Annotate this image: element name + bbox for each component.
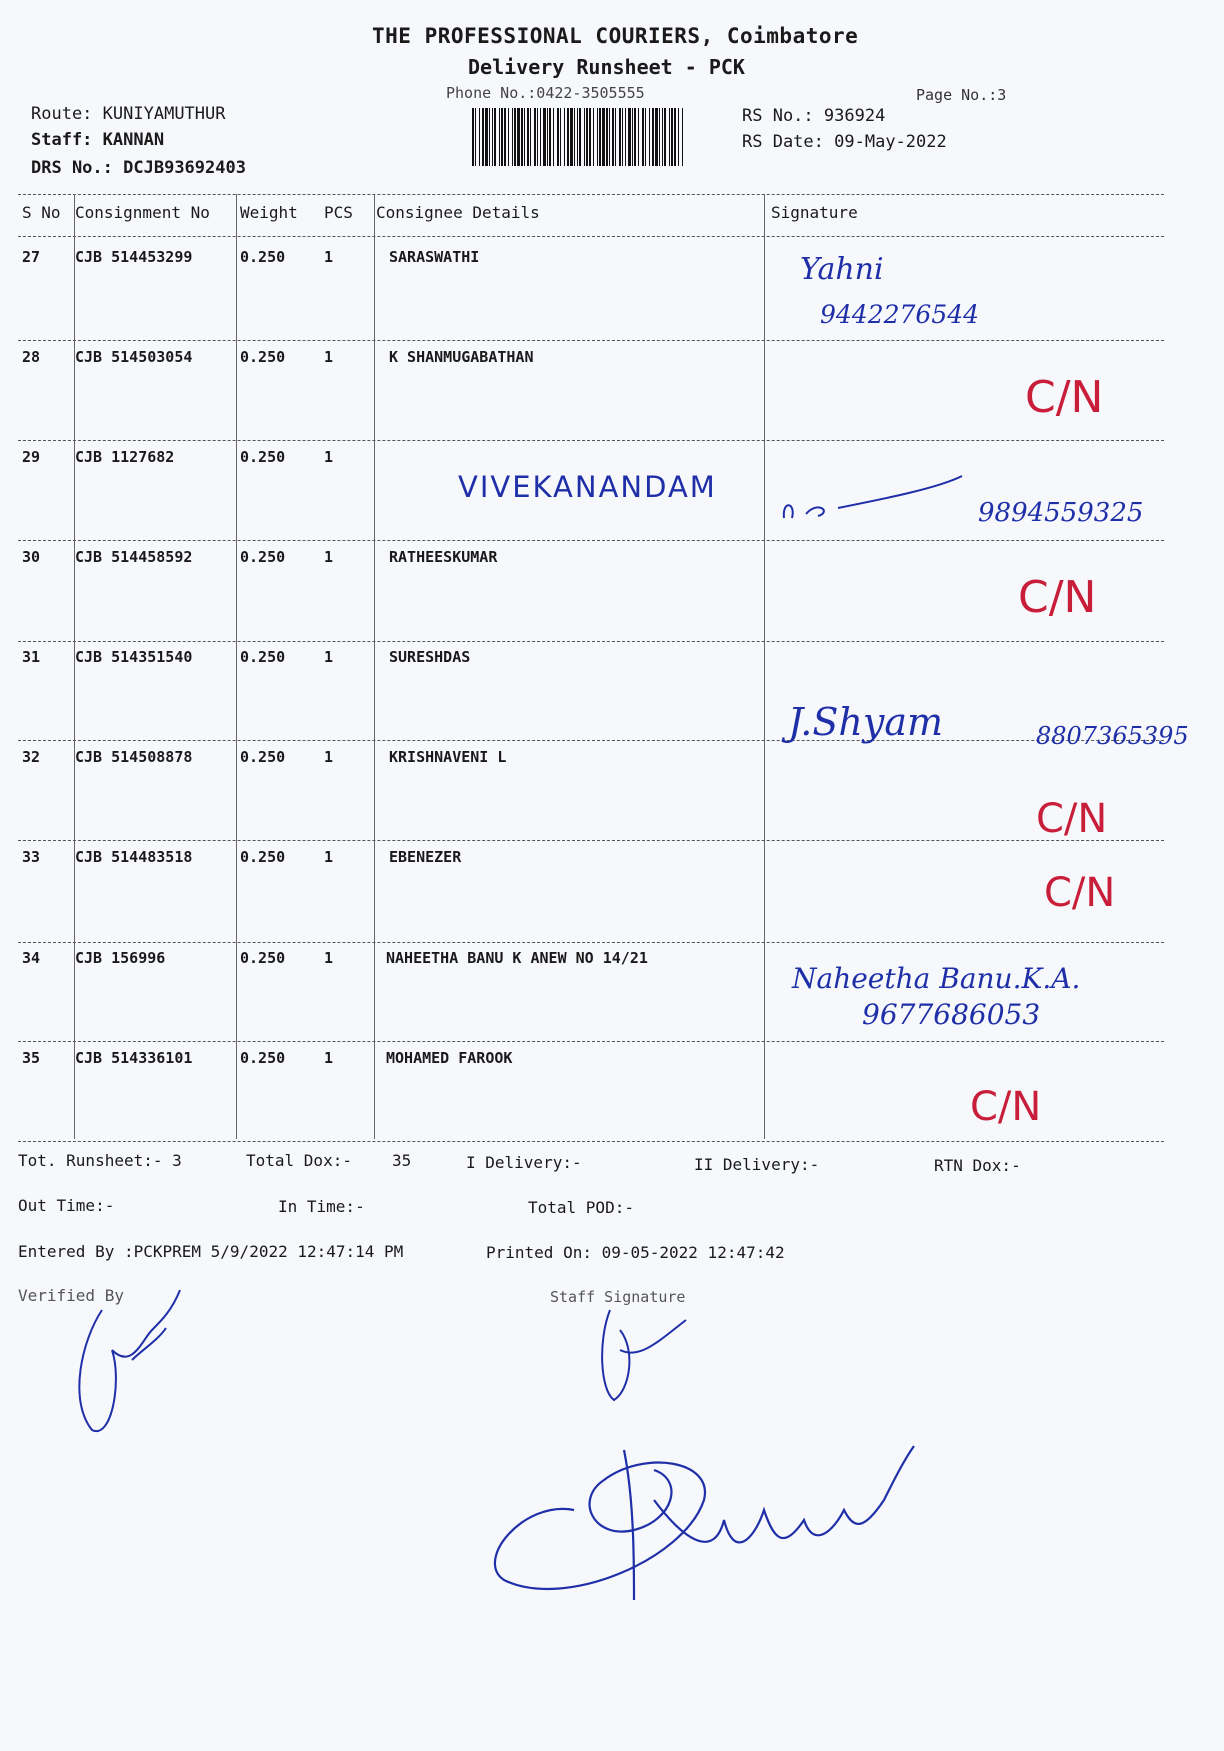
table-cell-consignment: CJB 514453299 (75, 248, 193, 266)
table-cell-weight: 0.250 (240, 248, 286, 266)
barcode-bar (664, 108, 666, 166)
rs-date-value: 09-May-2022 (834, 132, 947, 152)
barcode-bar (602, 108, 605, 166)
page-number: Page No.:3 (916, 86, 1007, 104)
staff-line (31, 130, 164, 150)
row-rule (18, 942, 1164, 943)
barcode-image (472, 108, 686, 166)
barcode-bar (645, 108, 646, 166)
barcode-bar (530, 108, 531, 166)
document-title: THE PROFESSIONAL COURIERS, Coimbatore (372, 24, 859, 48)
barcode-bar (662, 108, 663, 166)
barcode-bar (619, 108, 621, 166)
table-cell-pcs: 1 (324, 748, 334, 766)
barcode-bar (524, 108, 525, 166)
large-signature (484, 1440, 924, 1610)
table-cell-consignment: CJB 514336101 (75, 1049, 193, 1067)
barcode-bar (634, 108, 636, 166)
barcode-bar (512, 108, 513, 166)
rtn-dox: RTN Dox:- (934, 1156, 1021, 1175)
barcode-bar (574, 108, 575, 166)
barcode-bar (549, 108, 551, 166)
table-cell-sno: 35 (22, 1049, 41, 1067)
handwritten-cn-mark: C/N (1025, 372, 1104, 423)
table-cell-weight: 0.250 (240, 348, 286, 366)
handwritten-phone: 8807365395 (1036, 722, 1189, 750)
rs-no-line (742, 106, 885, 126)
col-divider (74, 194, 75, 1139)
barcode-bar (482, 108, 484, 166)
rs-no-label: RS No.: (742, 106, 814, 126)
barcode-bar (472, 108, 474, 166)
table-bottom-rule (18, 1141, 1164, 1142)
barcode-bar (514, 108, 516, 166)
table-header-rule (18, 236, 1164, 237)
phone-number: Phone No.:0422-3505555 (446, 84, 645, 102)
table-cell-sno: 33 (22, 848, 41, 866)
total-pod: Total POD:- (528, 1198, 634, 1217)
barcode-bar (564, 108, 565, 166)
verified-by-label: Verified By (18, 1286, 124, 1305)
table-cell-weight: 0.250 (240, 1049, 286, 1067)
barcode-bar (534, 108, 536, 166)
verified-by-signature (62, 1280, 202, 1440)
table-cell-sno: 31 (22, 648, 41, 666)
barcode-bar (567, 108, 569, 166)
table-cell-consignment: CJB 514508878 (75, 748, 193, 766)
barcode-bar (632, 108, 633, 166)
barcode-bar (537, 108, 538, 166)
barcode-bar (517, 108, 520, 166)
barcode-bar (593, 108, 594, 166)
handwritten-cn-mark: C/N (1018, 572, 1097, 623)
table-cell-consignee: SARASWATHI (389, 248, 480, 266)
col-divider (374, 194, 375, 1139)
barcode-bar (553, 108, 554, 166)
table-cell-pcs: 1 (324, 1049, 334, 1067)
barcode-bar (492, 108, 493, 166)
handwritten-signature: J.Shyam (788, 700, 944, 744)
barcode-bar (489, 108, 490, 166)
barcode-bar (615, 108, 616, 166)
barcode-bar (579, 108, 581, 166)
barcode-bar (475, 108, 476, 166)
barcode-bar (543, 108, 546, 166)
staff-signature-label: Staff Signature (550, 1288, 686, 1306)
handwritten-signature-29 (778, 470, 968, 530)
rs-date-label: RS Date: (742, 132, 824, 152)
table-cell-pcs: 1 (324, 648, 334, 666)
barcode-bar (655, 108, 658, 166)
barcode-bar (652, 108, 654, 166)
table-cell-sno: 30 (22, 548, 41, 566)
barcode-bar (521, 108, 523, 166)
col-divider (764, 194, 765, 1139)
table-cell-consignee: KRISHNAVENI L (389, 748, 507, 766)
col-pcs: PCS (324, 203, 353, 222)
barcode-bar (628, 108, 631, 166)
table-cell-sno: 34 (22, 949, 41, 967)
table-cell-consignment: CJB 514458592 (75, 548, 193, 566)
row-rule (18, 840, 1164, 841)
drs-value: DCJB93692403 (123, 158, 246, 178)
table-cell-consignment: CJB 514503054 (75, 348, 193, 366)
handwritten-receiver-name: Naheetha Banu.K.A. (792, 962, 1081, 995)
handwritten-phone: 9442276544 (820, 300, 980, 329)
barcode-bar (540, 108, 541, 166)
table-cell-pcs: 1 (324, 848, 334, 866)
table-cell-sno: 28 (22, 348, 41, 366)
barcode-bar (547, 108, 548, 166)
barcode-bar (494, 108, 496, 166)
barcode-bar (612, 108, 614, 166)
handwritten-phone: 9677686053 (862, 998, 1041, 1031)
barcode-bar (649, 108, 650, 166)
barcode-bar (508, 108, 509, 166)
table-cell-consignee: SURESHDAS (389, 648, 471, 666)
printed-on: Printed On: 09-05-2022 12:47:42 (486, 1243, 785, 1262)
barcode-bar (659, 108, 660, 166)
table-cell-consignee: NAHEETHA BANU K ANEW NO 14/21 (386, 949, 648, 967)
route-value: KUNIYAMUTHUR (102, 104, 226, 124)
row-rule (18, 340, 1164, 341)
barcode-bar (485, 108, 488, 166)
total-dox-value: 35 (392, 1151, 412, 1170)
table-cell-weight: 0.250 (240, 848, 286, 866)
table-cell-consignment: CJB 1127682 (75, 448, 175, 466)
table-cell-weight: 0.250 (240, 448, 286, 466)
table-cell-sno: 32 (22, 748, 41, 766)
handwritten-cn-mark: C/N (970, 1084, 1042, 1130)
out-time: Out Time:- (18, 1196, 115, 1215)
route-label: Route: (31, 104, 93, 124)
barcode-bar (570, 108, 573, 166)
row-rule (18, 641, 1164, 642)
staff-signature-mark (590, 1290, 700, 1410)
barcode-bar (625, 108, 626, 166)
table-top-rule (18, 194, 1164, 195)
table-cell-pcs: 1 (324, 348, 334, 366)
handwritten-consignee: VIVEKANANDAM (458, 470, 717, 504)
table-cell-consignee: RATHEESKUMAR (389, 548, 498, 566)
ii-delivery: II Delivery:- (694, 1155, 820, 1174)
col-signature: Signature (771, 203, 858, 222)
table-cell-weight: 0.250 (240, 748, 286, 766)
col-divider (236, 194, 237, 1139)
col-weight: Weight (240, 203, 298, 222)
table-cell-consignment: CJB 514351540 (75, 648, 193, 666)
barcode-bar (527, 108, 529, 166)
row-rule (18, 740, 1164, 741)
barcode-bar (501, 108, 503, 166)
barcode-bar (669, 108, 670, 166)
col-consignee: Consignee Details (376, 203, 540, 222)
table-cell-consignment: CJB 514483518 (75, 848, 193, 866)
staff-label: Staff: (31, 130, 93, 150)
barcode-bar (589, 108, 591, 166)
barcode-bar (638, 108, 639, 166)
barcode-bar (560, 108, 561, 166)
table-cell-pcs: 1 (324, 548, 334, 566)
table-cell-weight: 0.250 (240, 949, 286, 967)
handwritten-phone: 9894559325 (978, 498, 1144, 528)
table-cell-consignment: CJB 156996 (75, 949, 166, 967)
staff-value: KANNAN (102, 130, 165, 150)
rs-date-line (742, 132, 947, 152)
barcode-bar (606, 108, 608, 166)
barcode-bar (597, 108, 598, 166)
handwritten-receiver-name: Yahni (800, 252, 884, 287)
barcode-bar (557, 108, 559, 166)
row-rule (18, 1041, 1164, 1042)
table-cell-sno: 27 (22, 248, 41, 266)
barcode-bar (678, 108, 679, 166)
barcode-bar (586, 108, 588, 166)
handwritten-cn-mark: C/N (1044, 870, 1116, 916)
drs-label: DRS No.: (31, 158, 113, 178)
barcode-bar (609, 108, 610, 166)
drs-line (31, 158, 246, 178)
row-rule (18, 440, 1164, 441)
i-delivery: I Delivery:- (466, 1153, 582, 1172)
barcode-bar (499, 108, 500, 166)
document-subtitle: Delivery Runsheet - PCK (468, 55, 745, 79)
table-cell-sno: 29 (22, 448, 41, 466)
handwritten-cn-mark: C/N (1036, 796, 1108, 842)
table-cell-weight: 0.250 (240, 548, 286, 566)
in-time: In Time:- (278, 1197, 365, 1216)
entered-by: Entered By :PCKPREM 5/9/2022 12:47:14 PM (18, 1242, 404, 1261)
barcode-bar (504, 108, 506, 166)
table-cell-consignee: EBENEZER (389, 848, 462, 866)
barcode-bar (577, 108, 578, 166)
barcode-bar (674, 108, 676, 166)
table-cell-pcs: 1 (324, 448, 334, 466)
table-cell-consignee: K SHANMUGABATHAN (389, 348, 534, 366)
col-consignment: Consignment No (75, 203, 210, 222)
barcode-bar (642, 108, 644, 166)
col-sno: S No (22, 203, 61, 222)
table-cell-weight: 0.250 (240, 648, 286, 666)
barcode-bar (479, 108, 480, 166)
barcode-bar (599, 108, 601, 166)
barcode-bar (622, 108, 623, 166)
row-rule (18, 540, 1164, 541)
rs-no-value: 936924 (823, 106, 886, 126)
tot-runsheet: Tot. Runsheet:- 3 (18, 1151, 182, 1170)
barcode-bar (682, 108, 683, 166)
barcode-bar (584, 108, 585, 166)
route-line (31, 104, 226, 124)
table-cell-consignee: MOHAMED FAROOK (386, 1049, 513, 1067)
total-dox-label: Total Dox:- (246, 1151, 352, 1170)
table-cell-pcs: 1 (324, 248, 334, 266)
barcode-bar (671, 108, 673, 166)
table-cell-pcs: 1 (324, 949, 334, 967)
